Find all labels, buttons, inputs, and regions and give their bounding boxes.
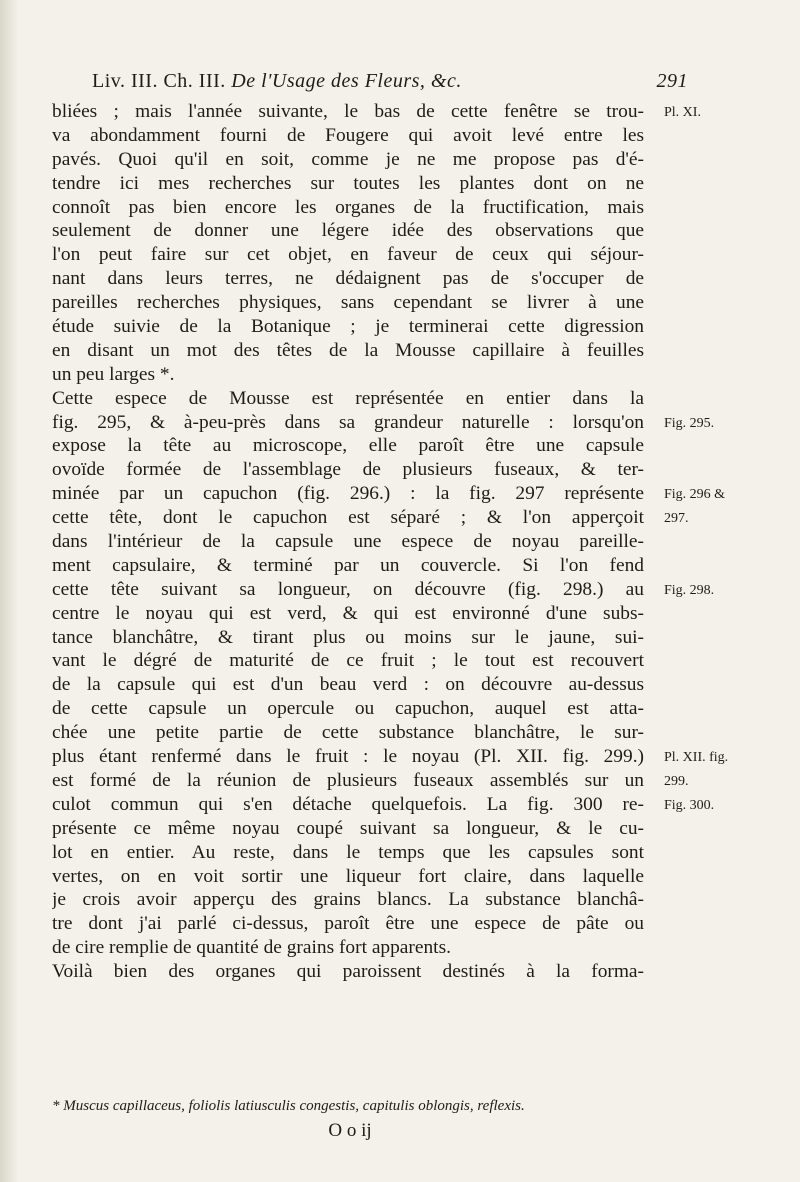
text-line: présente ce même noyau coupé suivant sa longueur, & le cu- <box>52 817 644 839</box>
text-line: plus étant renfermé dans le fruit : le noyau (Pl. XII. fig. 299.) <box>52 746 644 768</box>
text-line: en disant un mot des têtes de la Mousse capillaire à feuilles <box>52 339 644 361</box>
text-line: cette tête, dont le capuchon est séparé ; & l'on apperçoit <box>52 507 644 529</box>
text-line: centre le noyau qui est verd, & qui est environné d'une subs- <box>52 602 644 624</box>
running-head-title: De l'Usage des Fleurs, &c. <box>231 70 462 92</box>
footnote: * Muscus capillaceus, foliolis latiusculis congestis, capitulis oblongis, reflexis. <box>52 1098 525 1114</box>
text-line: l'on peut faire sur cet objet, en faveur de ceux qui séjour- <box>52 244 644 266</box>
text-line: étude suivie de la Botanique ; je terminerai cette digression <box>52 316 644 338</box>
text-line: culot commun qui s'en détache quelquefois. La fig. 300 re- <box>52 793 644 815</box>
text-line: un peu larges *. <box>52 363 175 385</box>
text-line: de cire remplie de quantité de grains fort apparents. <box>52 937 451 959</box>
text-line: Voilà bien des organes qui paroissent destinés à la forma- <box>52 961 644 983</box>
margin-note: Pl. XII. fig. <box>664 750 729 766</box>
text-line: de cette capsule un opercule ou capuchon, auquel est atta- <box>52 698 644 720</box>
text-line: Cette espece de Mousse est représentée en entier dans la <box>52 387 644 409</box>
text-line: tance blanchâtre, & tirant plus ou moins sur le jaune, sui- <box>52 626 644 648</box>
text-line: nant dans leurs terres, ne dédaignent pas de s'occuper de <box>52 268 644 290</box>
running-head-plain: Liv. III. Ch. III. <box>92 70 232 92</box>
margin-note: Fig. 295. <box>664 415 715 431</box>
text-line: est formé de la réunion de plusieurs fuseaux assemblés sur un <box>52 769 644 791</box>
text-line: lot en entier. Au reste, dans le temps que les capsules sont <box>52 841 644 863</box>
margin-note: Fig. 298. <box>664 583 715 598</box>
text-line: ovoïde formée de l'assemblage de plusieurs fuseaux, & ter- <box>52 459 644 481</box>
running-head <box>92 70 462 93</box>
text-line: cette tête suivant sa longueur, on découvre (fig. 298.) au <box>52 578 644 600</box>
text-line: va abondamment fourni de Fougere qui avoit levé entre les <box>52 124 644 146</box>
margin-note: Fig. 300. <box>664 798 715 814</box>
text-line: vertes, on en voit sortir une liqueur fort claire, dans laquelle <box>52 865 644 887</box>
page-number: 291 <box>656 70 688 92</box>
page-gutter <box>0 0 18 1182</box>
margin-note: 297. <box>664 511 689 527</box>
text-line: expose la tête au microscope, elle paroît être une capsule <box>52 435 644 457</box>
text-line: ment capsulaire, & terminé par un couvercle. Si l'on fend <box>52 554 644 576</box>
text-line: tre dont j'ai parlé ci-dessus, paroît être une espece de pâte ou <box>52 913 644 935</box>
text-line: bliées ; mais l'année suivante, le bas de cette fenêtre se trou- <box>52 101 644 122</box>
text-line: tendre ici mes recherches sur toutes les plantes dont on ne <box>52 172 644 194</box>
margin-note: Pl. XI. <box>664 105 701 120</box>
text-line: pareilles recherches physiques, sans cependant se livrer à une <box>52 292 644 314</box>
body-text <box>52 100 644 984</box>
text-line: dans l'intérieur de la capsule une espece de noyau pareille- <box>52 531 644 553</box>
text-line: fig. 295, & à-peu-près dans sa grandeur naturelle : lorsqu'on <box>52 411 644 433</box>
text-line: seulement de donner une légere idée des observations que <box>52 220 644 242</box>
text-line: minée par un capuchon (fig. 296.) : la fig. 297 représente <box>52 483 644 505</box>
text-line: connoît pas bien encore les organes de la fructification, mais <box>52 196 644 218</box>
text-line: je crois avoir apperçu des grains blancs. La substance blanchâ- <box>52 889 644 911</box>
margin-note: 299. <box>664 774 689 790</box>
signature-mark: O o ij <box>328 1120 372 1141</box>
margin-note: Fig. 296 & <box>664 487 726 503</box>
text-line: pavés. Quoi qu'il en soit, comme je ne me propose pas d'é- <box>52 148 644 170</box>
running-header <box>92 70 688 104</box>
text-line: de la capsule qui est d'un beau verd : on découvre au-dessus <box>52 674 644 696</box>
text-line: chée une petite partie de cette substance blanchâtre, le sur- <box>52 722 644 744</box>
text-line: vant le dégré de maturité de ce fruit ; le tout est recouvert <box>52 650 644 672</box>
